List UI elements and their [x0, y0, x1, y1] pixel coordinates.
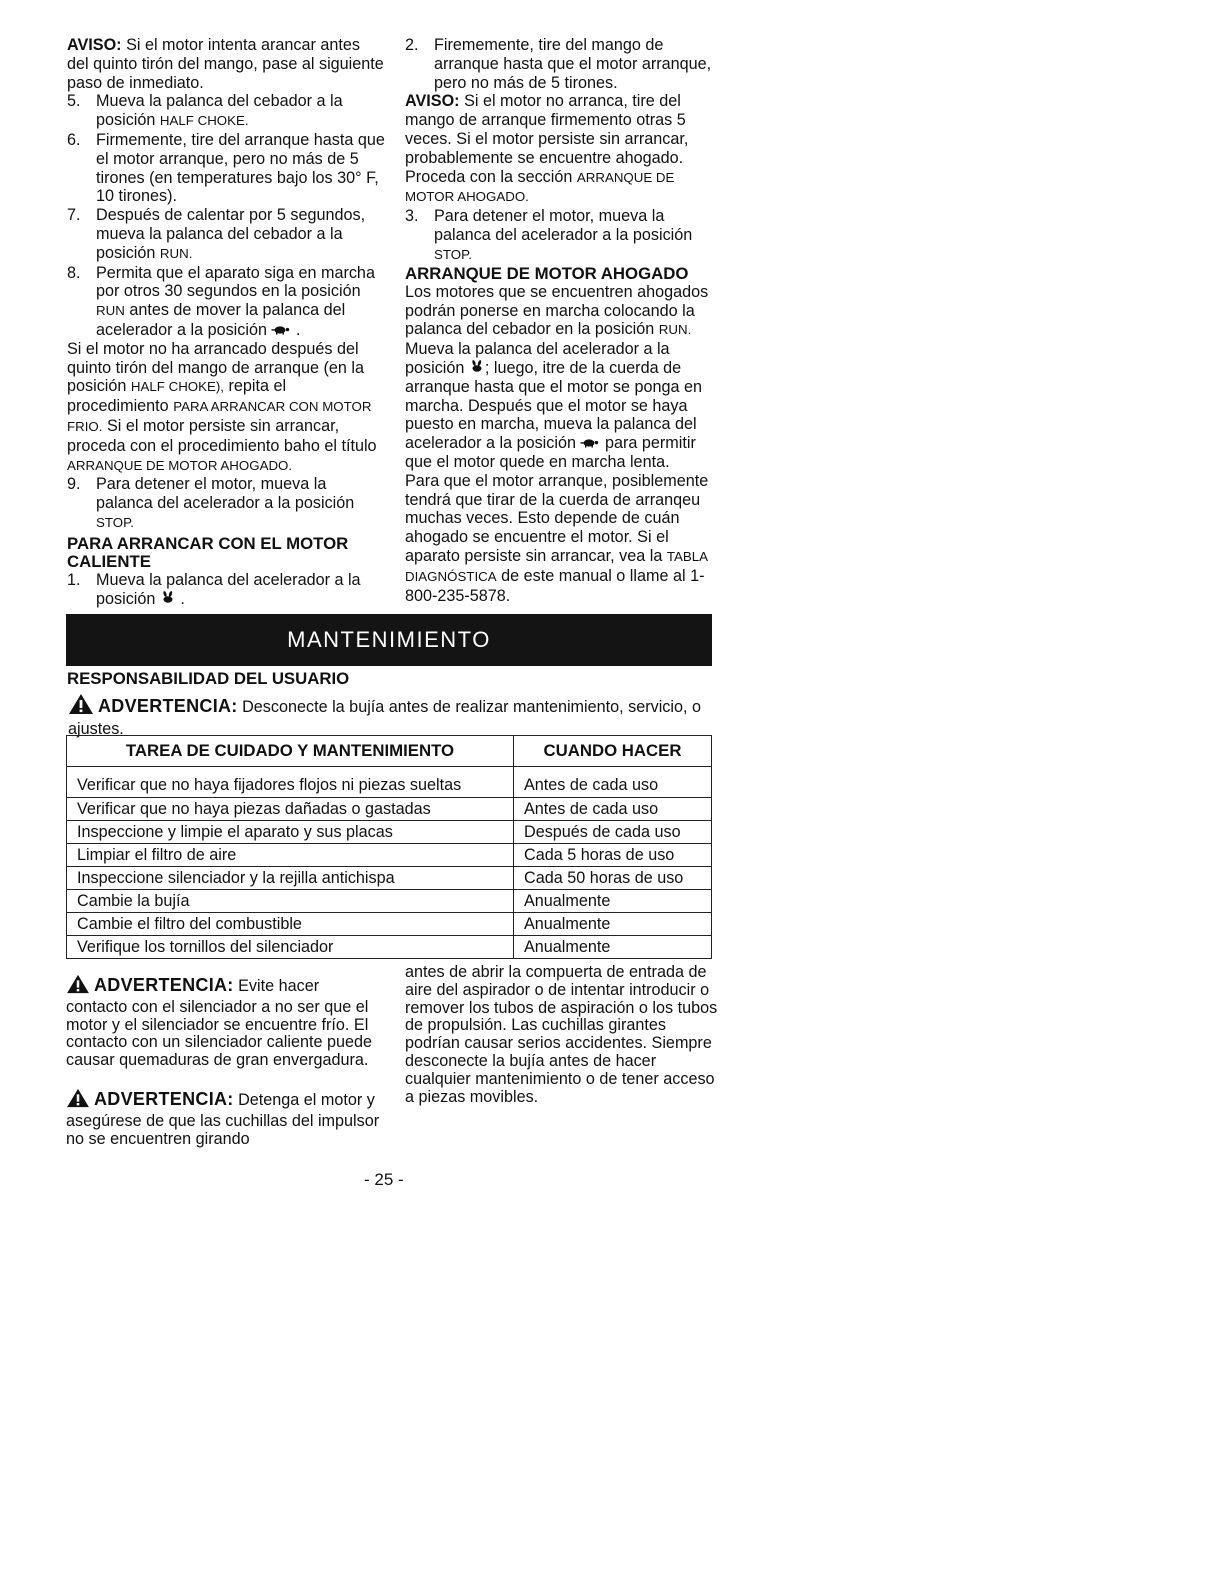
when-cell: Anualmente: [514, 936, 712, 959]
paragraph-text: repita el procedimiento: [67, 377, 287, 416]
task-cell: Verificar que no haya fijadores flojos ni piezas sueltas: [67, 767, 514, 798]
when-cell: Cada 50 horas de uso: [514, 867, 712, 890]
when-cell: Cada 5 horas de uso: [514, 844, 712, 867]
step-text: Permita que el aparato siga en marcha por otros 30 segundos en la posición: [96, 263, 375, 301]
right-column: [405, 36, 725, 605]
step-number: 8.: [67, 263, 81, 282]
step-setting: RUN: [96, 303, 125, 319]
when-cell: Después de cada uso: [514, 821, 712, 844]
muffler-warning: [66, 974, 384, 1070]
table-row: [67, 844, 712, 867]
step-8: 8. Permita que el aparato siga en marcha por otros 30 segundos en la posición RUN antes de mover la palanca del acelerador a la posición .: [67, 263, 375, 339]
warning-label: ADVERTENCIA:: [98, 696, 238, 716]
aviso-text: Si el motor intenta arancar antes del quinto tirón del mango, pase al siguiente paso de inmediato.: [67, 36, 384, 92]
task-cell: Inspeccione y limpie el aparato y sus placas: [67, 821, 514, 844]
table-row: [67, 798, 712, 821]
section-reference: PARA ARRANCAR CON MOTOR FRIO.: [67, 399, 372, 434]
table-row: [67, 867, 712, 890]
warning-text: Evite hacer contacto con el silenciador a no ser que el motor y el silenciador se encuentre frío. El contacto con un silenciador caliente puede causar quemaduras de gran envergadura.: [66, 977, 372, 1070]
turtle-icon: [580, 435, 600, 451]
user-responsibility-heading: RESPONSABILIDAD DEL USUARIO: [67, 669, 350, 688]
step-setting: HALF CHOKE.: [159, 113, 249, 129]
warning-triangle-icon: [66, 1088, 90, 1113]
setting-text: RUN.: [658, 322, 692, 338]
flooded-paragraph-2: [405, 472, 725, 606]
spark-plug-warning: [68, 693, 708, 738]
step-text: Firememente, tire del mango de arranque hasta que el motor arranque, pero no más de 5 tirones.: [434, 36, 712, 92]
when-cell: Anualmente: [514, 890, 712, 913]
table-row: [67, 767, 712, 798]
step-5: [67, 92, 385, 131]
when-cell: Antes de cada uso: [514, 798, 712, 821]
task-cell: Cambie el filtro del combustible: [67, 913, 514, 936]
warning-label: ADVERTENCIA:: [94, 975, 234, 995]
step-text: Mueva la palanca del acelerador a la posición: [96, 571, 361, 608]
banner-title: MANTENIMIENTO: [287, 627, 491, 652]
flooded-paragraph: [405, 283, 725, 472]
when-cell: Antes de cada uso: [514, 767, 712, 798]
step-setting: STOP.: [434, 246, 472, 262]
warning-triangle-icon: [66, 974, 90, 999]
paragraph-text: ; luego, itre de la cuerda de arranque hasta que el motor se ponga en marcha. Después que el motor se haya puesto en marcha, mueva la palanca del acelerador a la posición: [405, 358, 702, 453]
continued-warning-text: antes de abrir la compuerta de entrada de aire del aspirador o de intentar introducir o remover los tubos de aspiración o los tubos de propulsión. Las cuchillas girantes podrían causar serios accidentes. Siempre desconecte la bujía antes de hacer cualquier mantenimiento o de tener acceso a piezas movibles.: [405, 963, 718, 1106]
column-header-task: TAREA DE CUIDADO Y MANTENIMIENTO: [67, 736, 514, 767]
restart-paragraph: [67, 340, 385, 476]
paragraph-text: de este manual o llame al 1-800-235-5878.: [405, 566, 705, 605]
setting-text: HALF CHOKE),: [130, 379, 224, 395]
section-reference: ARRANQUE DE MOTOR AHOGADO.: [67, 457, 293, 473]
maintenance-banner: [66, 614, 712, 666]
aviso-label: AVISO:: [67, 36, 122, 54]
step-text: antes de mover la palanca del acelerador a la posición: [96, 301, 346, 339]
task-cell: Cambie la bujía: [67, 890, 514, 913]
step-6: [67, 131, 385, 206]
table-row: [67, 821, 712, 844]
step-setting: RUN.: [159, 245, 193, 261]
paragraph-text: Si el motor persiste sin arrancar, proceda con el procedimiento baho el título: [67, 416, 377, 455]
paragraph-text: para permitir que el motor quede en marcha lenta.: [405, 434, 696, 471]
warning-text: Desconecte la bujía antes de realizar mantenimiento, servicio, o ajustes.: [68, 698, 701, 738]
step-number: 7.: [67, 206, 81, 225]
column-header-when: CUANDO HACER: [514, 736, 712, 767]
warm-step-2: [405, 36, 725, 92]
maintenance-table: [66, 735, 712, 959]
impeller-warning: [66, 1088, 384, 1148]
bottom-right-text: [405, 964, 725, 1106]
when-cell: Anualmente: [514, 913, 712, 936]
warning-text: Detenga el motor y asegúrese de que las cuchillas del impulsor no se encuentren girando: [66, 1090, 380, 1148]
paragraph-text: Mueva la palanca del acelerador a la posición: [405, 340, 670, 377]
table-row: [67, 936, 712, 959]
step-number: 9.: [67, 475, 81, 494]
table-row: [67, 913, 712, 936]
aviso-note: [67, 36, 385, 92]
step-number: 6.: [67, 130, 81, 149]
flooded-heading: ARRANQUE DE MOTOR AHOGADO: [405, 263, 689, 283]
turtle-icon: [271, 322, 291, 338]
step-number: 3.: [405, 207, 419, 226]
warning-triangle-icon: [68, 693, 94, 720]
step-text: Mueva la palanca del cebador a la posición: [96, 92, 343, 130]
paragraph-text: Los motores que se encuentren ahogados podrán ponerse en marcha colocando la palanca del cebador en la posición: [405, 282, 709, 339]
aviso-text: Si el motor no arranca, tire del mango de arranque firmemento otras 5 veces. Si el motor persiste sin arrancar, probablemente se encuentre ahogado. Proceda con la sección: [405, 92, 689, 186]
task-cell: Limpiar el filtro de aire: [67, 844, 514, 867]
section-reference: TABLA DIAGNÓSTICA: [405, 548, 708, 584]
rabbit-icon: [160, 591, 176, 607]
step-number: 1.: [67, 571, 81, 590]
step-text: Para detener el motor, mueva la palanca del acelerador a la posición: [96, 475, 355, 513]
rabbit-icon: [469, 360, 485, 376]
paragraph-text: Para que el motor arranque, posiblemente tendrá que tirar de la cuerda de arranqeu muchas veces. Esto depende de cuán ahogado se encuentre el motor. Si el aparato persiste sin arrancar, vea la: [405, 471, 709, 565]
bottom-left-warnings: [66, 964, 384, 1148]
step-text: Después de calentar por 5 segundos, mueva la palanca del cebador a la posición: [96, 206, 366, 262]
section-reference: ARRANQUE DE MOTOR AHOGADO.: [405, 169, 675, 205]
step-number: 2.: [405, 36, 419, 54]
task-cell: Verifique los tornillos del silenciador: [67, 936, 514, 959]
step-number: 5.: [67, 92, 81, 111]
warm-step-1: 1. Mueva la palanca del acelerador a la posición .: [67, 571, 361, 608]
warning-label: ADVERTENCIA:: [94, 1088, 234, 1109]
table-row: [67, 890, 712, 913]
step-9: [67, 475, 385, 532]
task-cell: Verificar que no haya piezas dañadas o gastadas: [67, 798, 514, 821]
task-cell: Inspeccione silenciador y la rejilla antichispa: [67, 867, 514, 890]
warm-start-heading: PARA ARRANCAR CON EL MOTOR CALIENTE: [67, 533, 349, 571]
paragraph-text: Si el motor no ha arrancado después del quinto tirón del mango de arranque (en la posición: [67, 339, 364, 396]
step-7: [67, 206, 385, 263]
aviso-label: AVISO:: [405, 92, 460, 111]
step-text: Para detener el motor, mueva la palanca del acelerador a la posición: [434, 207, 693, 244]
step-text: Firmemente, tire del arranque hasta que el motor arranque, pero no más de 5 tirones (en temperatures bajo los 30° F, 10 tirones).: [96, 130, 385, 206]
page-number: - 25 -: [364, 1170, 404, 1189]
table-header-row: [67, 736, 712, 767]
left-column: [67, 36, 385, 609]
step-setting: STOP.: [96, 514, 134, 530]
aviso-note-2: [405, 92, 725, 207]
warm-step-3: [405, 207, 725, 264]
